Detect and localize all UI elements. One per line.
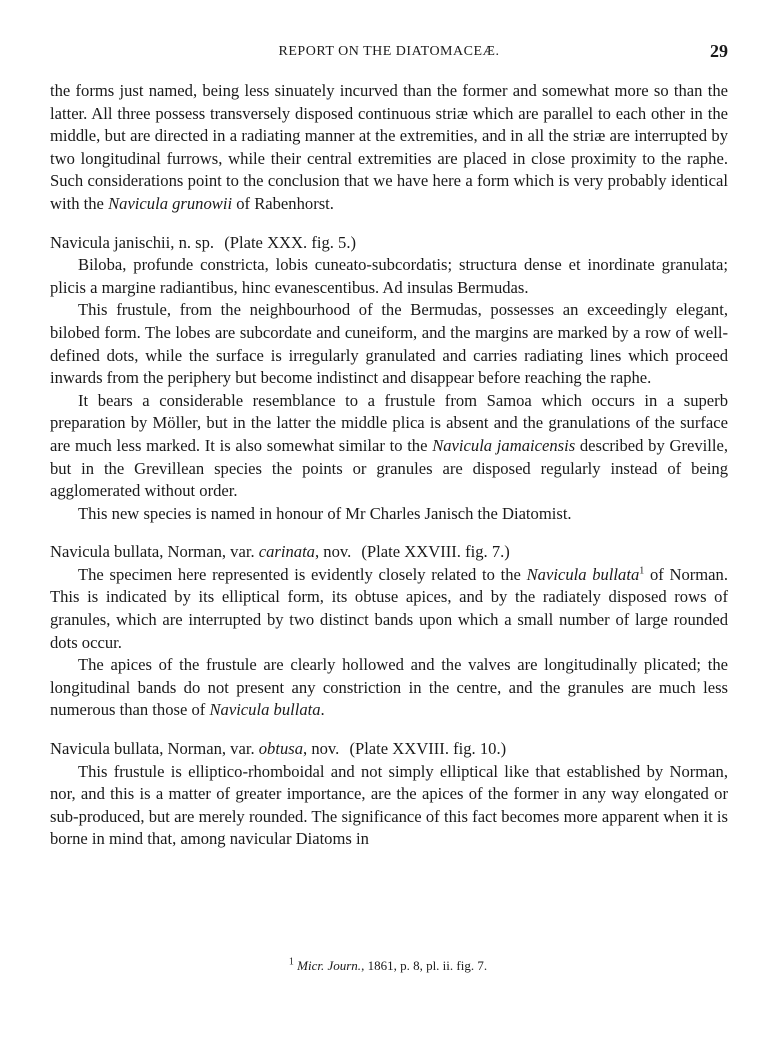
species-name: Navicula janischii: [50, 232, 171, 252]
variety-name: obtusa: [258, 739, 304, 759]
paragraph: This new species is named in honour of Mr Charles Janisch the Diatomist.: [78, 503, 572, 523]
species-name: Navicula bullata: [50, 542, 160, 562]
paragraph-text: The specimen here represented is evidently closely related to the: [78, 564, 521, 584]
species-suffix: , n. sp.: [170, 232, 215, 252]
species-name: Navicula bullata: [50, 739, 160, 759]
paragraph: This frustule, from the neighbourhood of the Bermudas, possesses an exceedingly elegant, bilobed form. The lobes are subcordate and cuneiform, and the margins are marked by a row of well-defined dots, while the surface is irregularly granulated and carries radiating lines which proceed inwards from the periphery but become indistinct and disappear before reaching the raphe.: [50, 300, 728, 388]
species-authority: , Norman, var.: [159, 739, 255, 759]
footnote: [0, 958, 776, 974]
species-ref: Navicula bullata: [209, 700, 321, 720]
page-header: [50, 40, 728, 64]
paragraph: This frustule is elliptico-rhomboidal and not simply elliptical like that established by Norman, nor, and this is a matter of greater importance, are the apices of the former in any way elongated or sub-produced, but are merely rounded. The significance of this fact becomes more apparent when it is borne in mind that, among navicular Diatoms in: [50, 761, 728, 849]
section-heading-bullata-obtusa: [50, 738, 728, 761]
plate-reference: (Plate XXVIII. fig. 10.): [349, 739, 507, 759]
paragraph-text: .: [320, 700, 325, 720]
section-heading-bullata-carinata: [50, 541, 728, 564]
footnote-marker: 1: [639, 565, 645, 577]
running-head: REPORT ON THE DIATOMACEÆ.: [278, 44, 500, 59]
species-ref: Navicula jamaicensis: [432, 435, 576, 455]
body-text: [50, 80, 728, 851]
variety-name: carinata: [258, 542, 315, 562]
paragraph: [50, 564, 728, 654]
paragraph-text: described by Greville, but in the Grevillean species the points or granules are disposed regularly instead of being agglomerated without order.: [50, 435, 728, 501]
intro-text-2: of Rabenhorst.: [236, 193, 334, 213]
paragraph-text: of Norman. This is indicated by its elliptical form, its obtuse apices, and by the radiately disposed rows of granules, which are interrupted by two distinct bands upon which a small number of large rounded dots occur.: [50, 564, 728, 652]
species-suffix: , nov.: [314, 542, 352, 562]
plate-reference: (Plate XXVIII. fig. 7.): [361, 542, 510, 562]
section-heading-janischii: [50, 232, 728, 255]
footnote-journal: Micr. Journ.: [297, 958, 362, 973]
intro-species-ref: Navicula grunowii: [108, 193, 233, 213]
species-ref: Navicula bullata: [526, 564, 640, 584]
page-number: 29: [710, 41, 728, 61]
intro-text-1: the forms just named, being less sinuately incurved than the former and somewhat more so than the latter. All three possess transversely disposed continuous striæ which are parallel to each other in the middle, but are directed in a radiating manner at the extremities, and in all the striæ are interrupted by two longitudinal furrows, while their central extremities are placed in close proximity to the raphe. Such considerations point to the conclusion that we have here a form which is very probably identical with the: [50, 81, 728, 213]
species-suffix: , nov.: [303, 739, 340, 759]
paragraph: [50, 390, 728, 503]
paragraph: [50, 654, 728, 722]
footnote-details: , 1861, p. 8, pl. ii. fig. 7.: [361, 958, 488, 973]
paragraph-text: It bears a considerable resemblance to a frustule from Samoa which occurs in a superb preparation by Möller, but in the latter the middle plica is absent and the granulations of the surface are much less marked. It is also somewhat similar to the: [50, 390, 728, 455]
latin-diagnosis: Biloba, profunde constricta, lobis cuneato-subcordatis; structura dense et inordinate granulata; plicis a margine radiantibus, hinc evanescentibus. Ad insulas Bermudas.: [50, 255, 728, 297]
footnote-marker: 1: [288, 956, 294, 968]
plate-reference: (Plate XXX. fig. 5.): [224, 232, 357, 252]
paragraph-text: The apices of the frustule are clearly hollowed and the valves are longitudinally plicated; the longitudinal bands do not present any constriction in the centre, and the granules are much less numerous than those of: [50, 655, 728, 720]
intro-paragraph: [50, 80, 728, 216]
species-authority: , Norman, var.: [159, 542, 255, 562]
